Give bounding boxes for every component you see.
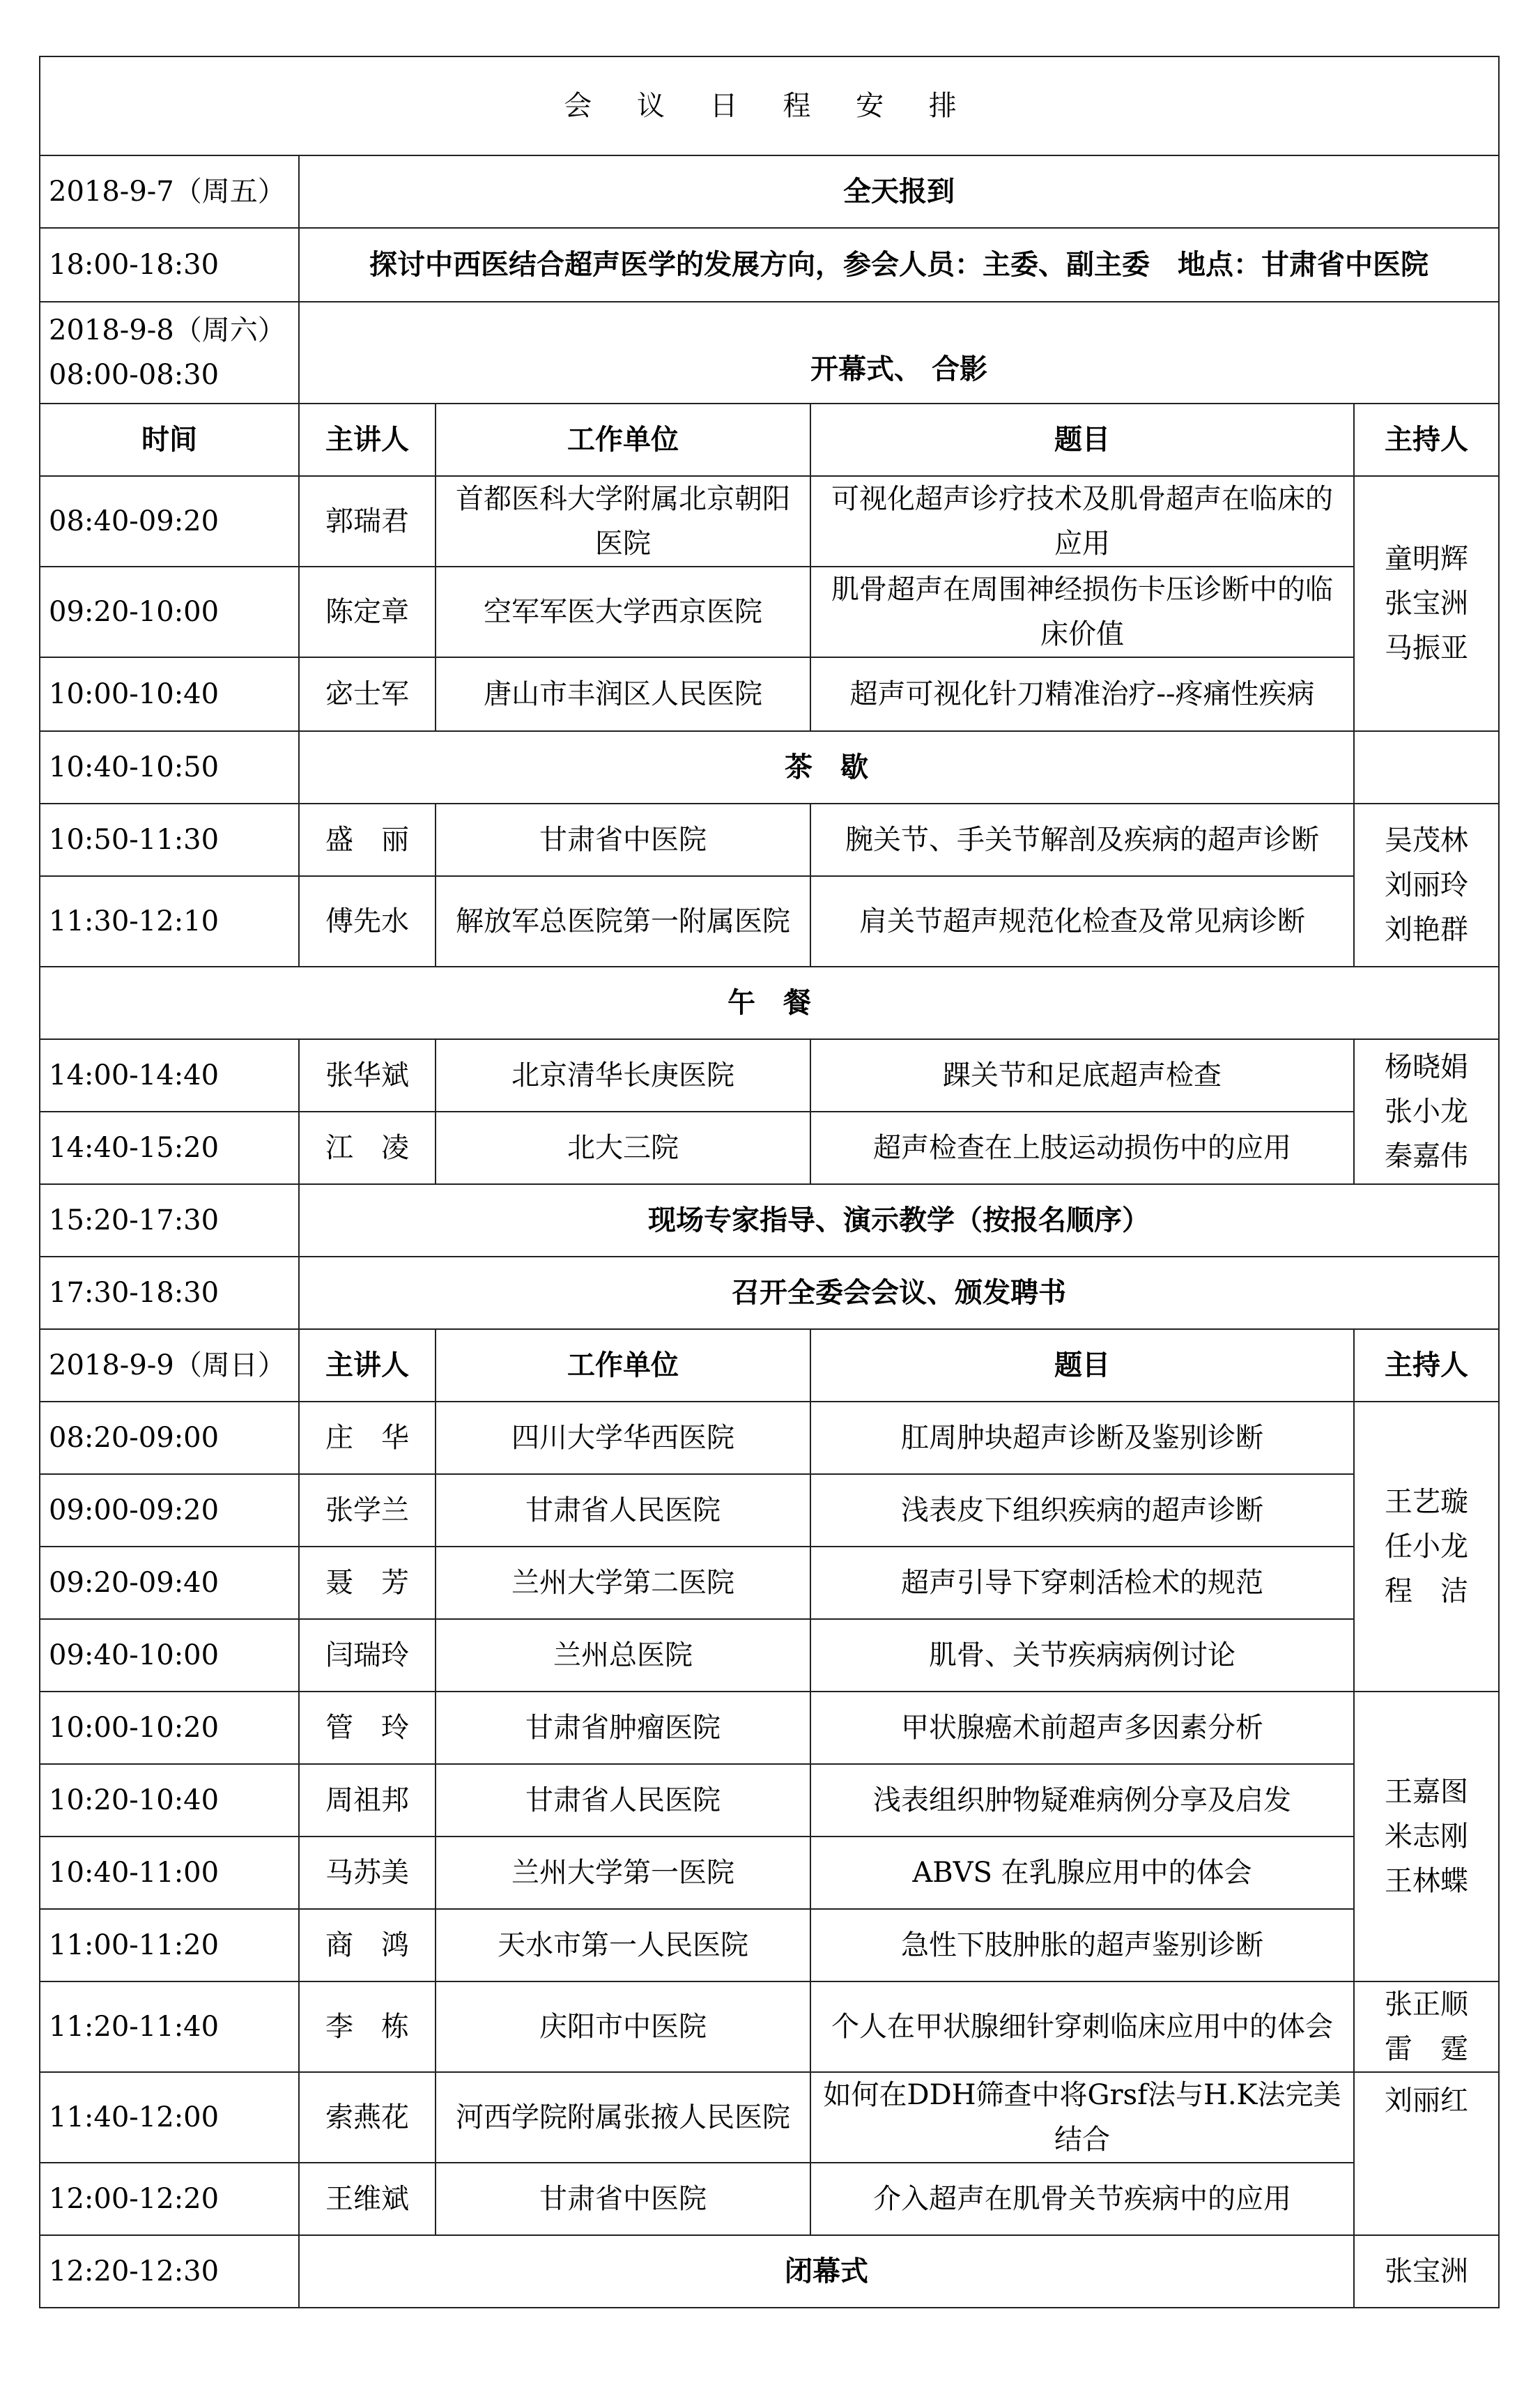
table-row: [40, 2072, 1499, 2163]
empty-host-cell: [1354, 731, 1499, 804]
day3-header-row: [40, 1329, 1499, 1402]
table-row: [40, 1474, 1499, 1547]
close-time: 12:20-12:30: [40, 2235, 299, 2308]
table-row: [40, 1619, 1499, 1692]
host: 刘丽红: [1354, 2072, 1499, 2235]
closing: 闭幕式: [299, 2235, 1354, 2308]
session-time: 09:00-09:20: [40, 1474, 299, 1547]
session-time: 10:00-10:20: [40, 1692, 299, 1764]
speaker: 江 凌: [299, 1112, 436, 1184]
session-time: 11:30-12:10: [40, 876, 299, 967]
table-row: [40, 1692, 1499, 1764]
topic: 超声检查在上肢运动损伤中的应用: [810, 1112, 1354, 1184]
table-row: [40, 476, 1499, 567]
session-time: 08:20-09:00: [40, 1402, 299, 1474]
table-row: [40, 1837, 1499, 1909]
table-row: [40, 567, 1499, 657]
table-row: [40, 657, 1499, 731]
committee: 召开全委会会议、颁发聘书: [299, 1257, 1499, 1329]
work-unit: 解放军总医院第一附属医院: [436, 876, 810, 967]
table-row: [40, 876, 1499, 967]
work-unit: 首都医科大学附属北京朝阳医院: [436, 476, 810, 567]
speaker: 庄 华: [299, 1402, 436, 1474]
header-host: 主持人: [1354, 404, 1499, 476]
work-unit: 兰州总医院: [436, 1619, 810, 1692]
tea-break: 茶 歇: [299, 731, 1354, 804]
table-row: [40, 1039, 1499, 1112]
header-speaker: 主讲人: [299, 1329, 436, 1402]
topic: 腕关节、手关节解剖及疾病的超声诊断: [810, 804, 1354, 876]
closing-row: [40, 2235, 1499, 2308]
header-topic: 题目: [810, 1329, 1354, 1402]
host: 吴茂林 刘丽玲 刘艳群: [1354, 804, 1499, 967]
header-unit: 工作单位: [436, 1329, 810, 1402]
tea-break-row: [40, 731, 1499, 804]
topic: ABVS 在乳腺应用中的体会: [810, 1837, 1354, 1909]
session-time: 10:50-11:30: [40, 804, 299, 876]
host: 童明辉 张宝洲 马振亚: [1354, 476, 1499, 731]
day2-date-cell: [40, 302, 299, 404]
host: 王艺璇 任小龙 程 洁: [1354, 1402, 1499, 1692]
work-unit: 甘肃省肿瘤医院: [436, 1692, 810, 1764]
header-topic: 题目: [810, 404, 1354, 476]
topic: 个人在甲状腺细针穿刺临床应用中的体会: [810, 1981, 1354, 2072]
host: 张宝洲: [1354, 2235, 1499, 2308]
work-unit: 甘肃省中医院: [436, 2163, 810, 2235]
work-unit: 兰州大学第二医院: [436, 1547, 810, 1619]
speaker: 索燕花: [299, 2072, 436, 2163]
topic: 肛周肿块超声诊断及鉴别诊断: [810, 1402, 1354, 1474]
session-time: 09:20-10:00: [40, 567, 299, 657]
day1-date: 2018-9-7（周五）: [40, 155, 299, 228]
page-title: 会 议 日 程 安 排: [40, 56, 1499, 155]
work-unit: 唐山市丰润区人民医院: [436, 657, 810, 731]
session-time: 09:20-09:40: [40, 1547, 299, 1619]
table-row: [40, 2163, 1499, 2235]
session-time: 11:40-12:00: [40, 2072, 299, 2163]
lunch: 午 餐: [40, 967, 1499, 1039]
speaker: 陈定章: [299, 567, 436, 657]
work-unit: 甘肃省人民医院: [436, 1474, 810, 1547]
session-time: 11:00-11:20: [40, 1909, 299, 1981]
topic: 介入超声在肌骨关节疾病中的应用: [810, 2163, 1354, 2235]
topic: 可视化超声诊疗技术及肌骨超声在临床的应用: [810, 476, 1354, 567]
topic: 超声可视化针刀精准治疗--疼痛性疾病: [810, 657, 1354, 731]
topic: 超声引导下穿刺活检术的规范: [810, 1547, 1354, 1619]
day1-meeting-time: 18:00-18:30: [40, 228, 299, 302]
session-time: 12:00-12:20: [40, 2163, 299, 2235]
day2-opening: 开幕式、 合影: [299, 302, 1499, 404]
work-unit: 兰州大学第一医院: [436, 1837, 810, 1909]
day1-meeting-row: [40, 228, 1499, 302]
title-row: [40, 56, 1499, 155]
session-time: 14:00-14:40: [40, 1039, 299, 1112]
work-unit: 空军军医大学西京医院: [436, 567, 810, 657]
header-speaker: 主讲人: [299, 404, 436, 476]
committee-row: [40, 1257, 1499, 1329]
header-host: 主持人: [1354, 1329, 1499, 1402]
header-row: [40, 404, 1499, 476]
session-time: 14:40-15:20: [40, 1112, 299, 1184]
day2-opening-row: [40, 302, 1499, 404]
demo-time: 15:20-17:30: [40, 1184, 299, 1257]
session-time: 11:20-11:40: [40, 1981, 299, 2072]
work-unit: 庆阳市中医院: [436, 1981, 810, 2072]
host: 张正顺 雷 霆: [1354, 1981, 1499, 2072]
table-row: [40, 804, 1499, 876]
topic: 踝关节和足底超声检查: [810, 1039, 1354, 1112]
speaker: 管 玲: [299, 1692, 436, 1764]
speaker: 盛 丽: [299, 804, 436, 876]
topic: 肩关节超声规范化检查及常见病诊断: [810, 876, 1354, 967]
day2-date: 2018-9-8（周六）: [49, 314, 286, 346]
speaker: 商 鸿: [299, 1909, 436, 1981]
session-time: 08:40-09:20: [40, 476, 299, 567]
work-unit: 河西学院附属张掖人民医院: [436, 2072, 810, 2163]
speaker: 周祖邦: [299, 1764, 436, 1837]
session-time: 10:00-10:40: [40, 657, 299, 731]
day1-row: [40, 155, 1499, 228]
topic: 肌骨、关节疾病病例讨论: [810, 1619, 1354, 1692]
day2-open-time: 08:00-08:30: [49, 359, 220, 391]
work-unit: 四川大学华西医院: [436, 1402, 810, 1474]
table-row: [40, 1547, 1499, 1619]
topic: 甲状腺癌术前超声多因素分析: [810, 1692, 1354, 1764]
speaker: 傅先水: [299, 876, 436, 967]
work-unit: 甘肃省中医院: [436, 804, 810, 876]
host: 杨晓娟 张小龙 秦嘉伟: [1354, 1039, 1499, 1184]
schedule-table: [39, 56, 1500, 2308]
speaker: 闫瑞玲: [299, 1619, 436, 1692]
speaker: 郭瑞君: [299, 476, 436, 567]
speaker: 宓士军: [299, 657, 436, 731]
work-unit: 甘肃省人民医院: [436, 1764, 810, 1837]
lunch-row: [40, 967, 1499, 1039]
session-time: 10:40-11:00: [40, 1837, 299, 1909]
topic: 浅表皮下组织疾病的超声诊断: [810, 1474, 1354, 1547]
header-time: 时间: [40, 404, 299, 476]
work-unit: 北京清华长庚医院: [436, 1039, 810, 1112]
session-time: 10:20-10:40: [40, 1764, 299, 1837]
speaker: 张学兰: [299, 1474, 436, 1547]
speaker: 李 栋: [299, 1981, 436, 2072]
speaker: 王维斌: [299, 2163, 436, 2235]
table-row: [40, 1764, 1499, 1837]
topic: 肌骨超声在周围神经损伤卡压诊断中的临床价值: [810, 567, 1354, 657]
day1-meeting: 探讨中西医结合超声医学的发展方向，参会人员：主委、副主委 地点：甘肃省中医院: [299, 228, 1499, 302]
topic: 浅表组织肿物疑难病例分享及启发: [810, 1764, 1354, 1837]
host: 王嘉图 米志刚 王林蝶: [1354, 1692, 1499, 1981]
session-time: 09:40-10:00: [40, 1619, 299, 1692]
speaker: 马苏美: [299, 1837, 436, 1909]
table-row: [40, 1402, 1499, 1474]
speaker: 张华斌: [299, 1039, 436, 1112]
topic: 如何在DDH筛查中将Grsf法与H.K法完美结合: [810, 2072, 1354, 2163]
header-unit: 工作单位: [436, 404, 810, 476]
day3-date: 2018-9-9（周日）: [40, 1329, 299, 1402]
speaker: 聂 芳: [299, 1547, 436, 1619]
demo-row: [40, 1184, 1499, 1257]
demo: 现场专家指导、演示教学（按报名顺序）: [299, 1184, 1499, 1257]
table-row: [40, 1909, 1499, 1981]
table-row: [40, 1981, 1499, 2072]
topic: 急性下肢肿胀的超声鉴别诊断: [810, 1909, 1354, 1981]
table-row: [40, 1112, 1499, 1184]
committee-time: 17:30-18:30: [40, 1257, 299, 1329]
work-unit: 天水市第一人民医院: [436, 1909, 810, 1981]
tea-time: 10:40-10:50: [40, 731, 299, 804]
day1-activity: 全天报到: [299, 155, 1499, 228]
work-unit: 北大三院: [436, 1112, 810, 1184]
